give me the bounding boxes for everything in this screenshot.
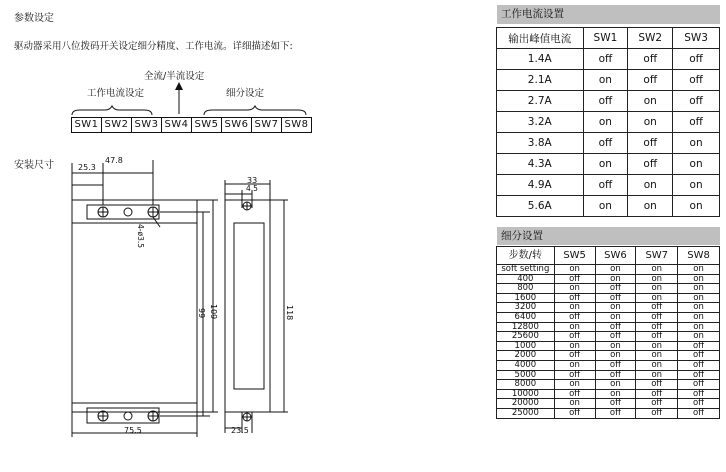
table-cell: on: [583, 154, 628, 175]
table-cell: off: [628, 154, 673, 175]
table-cell: off: [673, 112, 720, 133]
table-row: [497, 196, 720, 217]
switch-group-braces: [60, 78, 320, 118]
table-cell: on: [595, 341, 636, 351]
table-cell: off: [583, 91, 628, 112]
current-table-title: 工作电流设置: [497, 5, 720, 24]
table-cell: 2.7A: [497, 91, 584, 112]
table-cell: on: [678, 274, 720, 284]
column-header: 步数/转: [497, 247, 555, 265]
table-cell: on: [628, 112, 673, 133]
table-cell: off: [628, 70, 673, 91]
table-cell: off: [636, 389, 678, 399]
switch-label: SW2: [101, 117, 131, 133]
table-cell: off: [636, 408, 678, 418]
install-heading: 安装尺寸: [14, 160, 54, 171]
table-cell: on: [636, 265, 678, 275]
table-cell: 12800: [497, 322, 555, 332]
front-height-109: 109: [209, 304, 218, 320]
column-header: SW2: [628, 28, 673, 49]
table-cell: 800: [497, 284, 555, 294]
table-cell: off: [678, 370, 720, 380]
table-cell: off: [628, 133, 673, 154]
table-cell: off: [583, 49, 628, 70]
table-cell: 4.3A: [497, 154, 584, 175]
column-header: SW7: [636, 247, 678, 265]
params-description: 驱动器采用八位拨码开关设定细分精度、工作电流。详细描述如下:: [14, 41, 293, 52]
table-cell: on: [636, 274, 678, 284]
side-width: 33: [247, 176, 258, 185]
table-row: [497, 312, 720, 322]
table-cell: on: [636, 351, 678, 361]
table-cell: 5000: [497, 370, 555, 380]
front-width-top: 47.8: [105, 156, 123, 165]
table-cell: 6400: [497, 312, 555, 322]
table-cell: off: [554, 370, 595, 380]
table-cell: on: [595, 312, 636, 322]
table-cell: on: [595, 351, 636, 361]
switch-label: SW1: [71, 117, 101, 133]
table-cell: off: [678, 351, 720, 361]
table-row: [497, 408, 720, 418]
table-row: [497, 175, 720, 196]
table-row: [497, 351, 720, 361]
table-row: [497, 49, 720, 70]
column-header: SW5: [554, 247, 595, 265]
table-row: [497, 265, 720, 275]
front-hole-offset: 25.3: [78, 163, 96, 172]
table-cell: off: [554, 293, 595, 303]
table-cell: off: [636, 380, 678, 390]
table-cell: off: [595, 408, 636, 418]
switch-label: SW6: [221, 117, 251, 133]
table-cell: off: [554, 274, 595, 284]
column-header: SW3: [673, 28, 720, 49]
table-cell: on: [678, 322, 720, 332]
table-cell: on: [554, 380, 595, 390]
table-cell: on: [673, 154, 720, 175]
table-cell: off: [678, 380, 720, 390]
table-cell: off: [673, 49, 720, 70]
current-table: [496, 27, 720, 217]
subdiv-table: [496, 246, 720, 419]
table-cell: on: [554, 322, 595, 332]
table-cell: on: [636, 293, 678, 303]
table-cell: on: [595, 265, 636, 275]
front-hole-diameter: 4-ø3.5: [136, 224, 145, 248]
table-cell: 5.6A: [497, 196, 584, 217]
table-cell: on: [628, 175, 673, 196]
table-cell: 8000: [497, 380, 555, 390]
table-cell: off: [678, 399, 720, 409]
table-cell: on: [595, 380, 636, 390]
table-cell: off: [554, 389, 595, 399]
dip-switch-row: [71, 117, 312, 133]
table-row: [497, 154, 720, 175]
params-heading: 参数设定: [14, 13, 54, 24]
table-cell: on: [636, 370, 678, 380]
table-row: [497, 91, 720, 112]
table-cell: 4.9A: [497, 175, 584, 196]
table-cell: 1.4A: [497, 49, 584, 70]
front-view-drawing: [60, 155, 220, 445]
table-cell: off: [554, 408, 595, 418]
subdiv-table-title: 细分设置: [497, 227, 720, 245]
front-width-bottom: 75.5: [124, 426, 142, 435]
table-cell: on: [554, 284, 595, 294]
table-row: [497, 112, 720, 133]
table-cell: off: [673, 91, 720, 112]
subdiv-setting-label: 细分设定: [226, 88, 265, 99]
column-header: SW8: [678, 247, 720, 265]
column-header: 输出峰值电流: [497, 28, 584, 49]
table-cell: off: [554, 332, 595, 342]
table-cell: off: [678, 408, 720, 418]
table-cell: off: [628, 49, 673, 70]
column-header: SW6: [595, 247, 636, 265]
table-cell: on: [628, 196, 673, 217]
table-row: [497, 70, 720, 91]
table-cell: off: [636, 322, 678, 332]
table-cell: on: [673, 196, 720, 217]
table-cell: off: [595, 399, 636, 409]
table-cell: off: [554, 312, 595, 322]
table-cell: 3.8A: [497, 133, 584, 154]
table-cell: 400: [497, 274, 555, 284]
table-cell: 25600: [497, 332, 555, 342]
switch-label: SW4: [161, 117, 191, 133]
table-cell: 2000: [497, 351, 555, 361]
table-cell: 10000: [497, 389, 555, 399]
table-row: [497, 360, 720, 370]
table-cell: on: [673, 175, 720, 196]
table-cell: off: [583, 175, 628, 196]
table-cell: on: [583, 112, 628, 133]
full-half-label: 全流/半流设定: [144, 71, 205, 82]
table-cell: 1000: [497, 341, 555, 351]
table-cell: on: [678, 312, 720, 322]
table-cell: off: [636, 399, 678, 409]
table-row: [497, 380, 720, 390]
table-cell: on: [678, 284, 720, 294]
switch-label: SW3: [131, 117, 161, 133]
table-cell: on: [678, 303, 720, 313]
table-cell: 3.2A: [497, 112, 584, 133]
table-cell: off: [554, 351, 595, 361]
table-cell: on: [673, 133, 720, 154]
table-cell: 25000: [497, 408, 555, 418]
table-cell: 1600: [497, 293, 555, 303]
table-cell: on: [554, 303, 595, 313]
table-cell: 2.1A: [497, 70, 584, 91]
table-row: [497, 284, 720, 294]
table-cell: off: [583, 133, 628, 154]
table-cell: off: [595, 322, 636, 332]
table-cell: on: [595, 389, 636, 399]
side-small-dim: 4.5: [246, 184, 258, 193]
switch-label: SW8: [281, 117, 312, 133]
table-cell: on: [636, 284, 678, 294]
table-cell: on: [678, 332, 720, 342]
front-height-99: 99: [197, 308, 206, 319]
switch-label: SW5: [191, 117, 221, 133]
table-row: [497, 332, 720, 342]
current-setting-label: 工作电流设定: [87, 88, 145, 99]
side-height: 118: [285, 305, 294, 321]
table-cell: off: [678, 341, 720, 351]
table-cell: off: [673, 70, 720, 91]
table-cell: on: [636, 341, 678, 351]
table-cell: off: [595, 284, 636, 294]
table-cell: on: [595, 274, 636, 284]
column-header: SW1: [583, 28, 628, 49]
table-cell: off: [595, 360, 636, 370]
table-cell: on: [678, 265, 720, 275]
table-cell: soft setting: [497, 265, 555, 275]
table-cell: off: [678, 360, 720, 370]
table-cell: on: [583, 70, 628, 91]
table-cell: 4000: [497, 360, 555, 370]
table-cell: off: [636, 312, 678, 322]
side-view-drawing: [220, 178, 290, 443]
side-bottom-dim: 23.5: [231, 426, 249, 435]
table-cell: off: [595, 370, 636, 380]
table-cell: off: [636, 332, 678, 342]
table-cell: off: [636, 303, 678, 313]
table-cell: off: [595, 332, 636, 342]
table-cell: off: [678, 389, 720, 399]
table-cell: on: [554, 265, 595, 275]
table-cell: on: [628, 91, 673, 112]
table-cell: on: [554, 399, 595, 409]
table-cell: on: [583, 196, 628, 217]
table-cell: on: [678, 293, 720, 303]
table-row: [497, 399, 720, 409]
table-cell: on: [554, 341, 595, 351]
table-cell: 3200: [497, 303, 555, 313]
table-cell: on: [554, 360, 595, 370]
table-cell: 20000: [497, 399, 555, 409]
table-cell: on: [636, 360, 678, 370]
table-cell: on: [595, 303, 636, 313]
table-row: [497, 133, 720, 154]
switch-label: SW7: [251, 117, 281, 133]
table-cell: off: [595, 293, 636, 303]
